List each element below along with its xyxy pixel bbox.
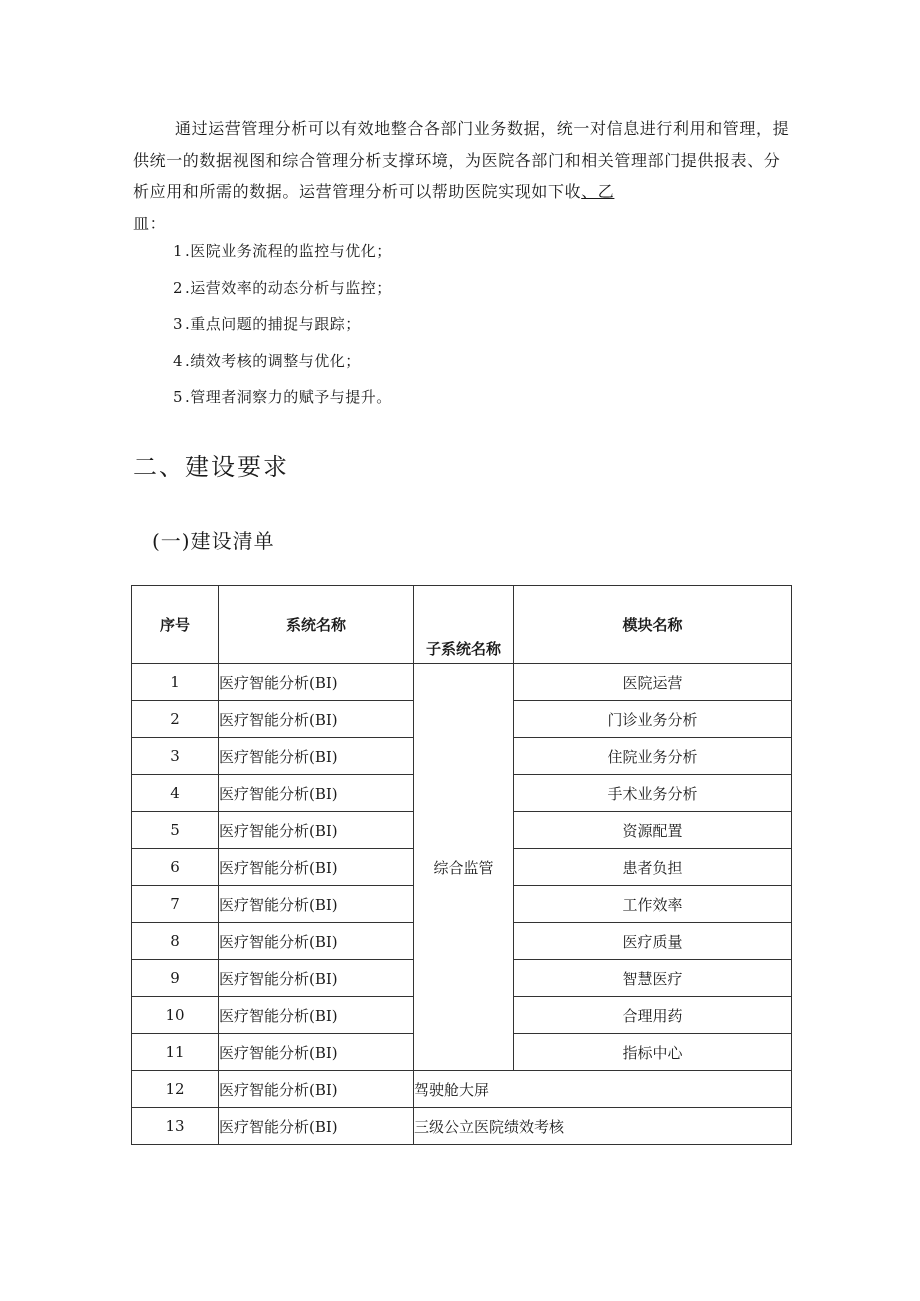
table-header-row bbox=[132, 586, 792, 664]
header-system: 系统名称 bbox=[219, 586, 414, 664]
benefit-list bbox=[173, 237, 392, 420]
table-row: 2 医疗智能分析(BI) 门诊业务分析 bbox=[132, 701, 792, 738]
table-row: 5 医疗智能分析(BI) 资源配置 bbox=[132, 812, 792, 849]
intro-text: 通过运营管理分析可以有效地整合各部门业务数据，统一对信息进行利用和管理，提供统一的数据视图和综合管理分析支撑环境，为医院各部门和相关管理部门提供报表、分析应用和所需的数据。运营管理分析可以帮助医院实现如下收 bbox=[133, 119, 790, 201]
table-row: 6 医疗智能分析(BI) 患者负担 bbox=[132, 849, 792, 886]
intro-tail: 、乙 bbox=[581, 182, 615, 201]
table-row: 4 医疗智能分析(BI) 手术业务分析 bbox=[132, 775, 792, 812]
table-row: 11 医疗智能分析(BI) 指标中心 bbox=[132, 1034, 792, 1071]
section-title: 二、建设要求 bbox=[133, 453, 289, 481]
subsystem-merged-cell: 综合监管 bbox=[414, 664, 514, 1071]
header-module: 模块名称 bbox=[514, 586, 792, 664]
subsection-title: (一)建设清单 bbox=[152, 529, 275, 553]
intro-paragraph bbox=[133, 113, 793, 239]
list-item: 4 .绩效考核的调整与优化； bbox=[173, 351, 361, 370]
table-row: 8 医疗智能分析(BI) 医疗质量 bbox=[132, 923, 792, 960]
intro-tail2: 皿： bbox=[133, 213, 167, 233]
table-row: 1 医疗智能分析(BI) 综合监管 医院运营 bbox=[132, 664, 792, 701]
list-item: 1 .医院业务流程的监控与优化； bbox=[173, 242, 392, 260]
table-row: 7 医疗智能分析(BI) 工作效率 bbox=[132, 886, 792, 923]
header-subsystem: 子系统名称 bbox=[414, 586, 514, 664]
header-no: 序号 bbox=[132, 586, 219, 664]
table-row: 10 医疗智能分析(BI) 合理用药 bbox=[132, 997, 792, 1034]
table-row: 9 医疗智能分析(BI) 智慧医疗 bbox=[132, 960, 792, 997]
table-row: 12 医疗智能分析(BI) 驾驶舱大屏 bbox=[132, 1071, 792, 1108]
list-item: 2 .运营效率的动态分析与监控； bbox=[173, 278, 392, 297]
table-row: 3 医疗智能分析(BI) 住院业务分析 bbox=[132, 738, 792, 775]
construction-list-table bbox=[131, 585, 792, 1145]
list-item: 3 .重点问题的捕捉与跟踪； bbox=[173, 315, 361, 333]
list-item: 5 .管理者洞察力的赋予与提升。 bbox=[173, 388, 392, 406]
table-row: 13 医疗智能分析(BI) 三级公立医院绩效考核 bbox=[132, 1108, 792, 1145]
